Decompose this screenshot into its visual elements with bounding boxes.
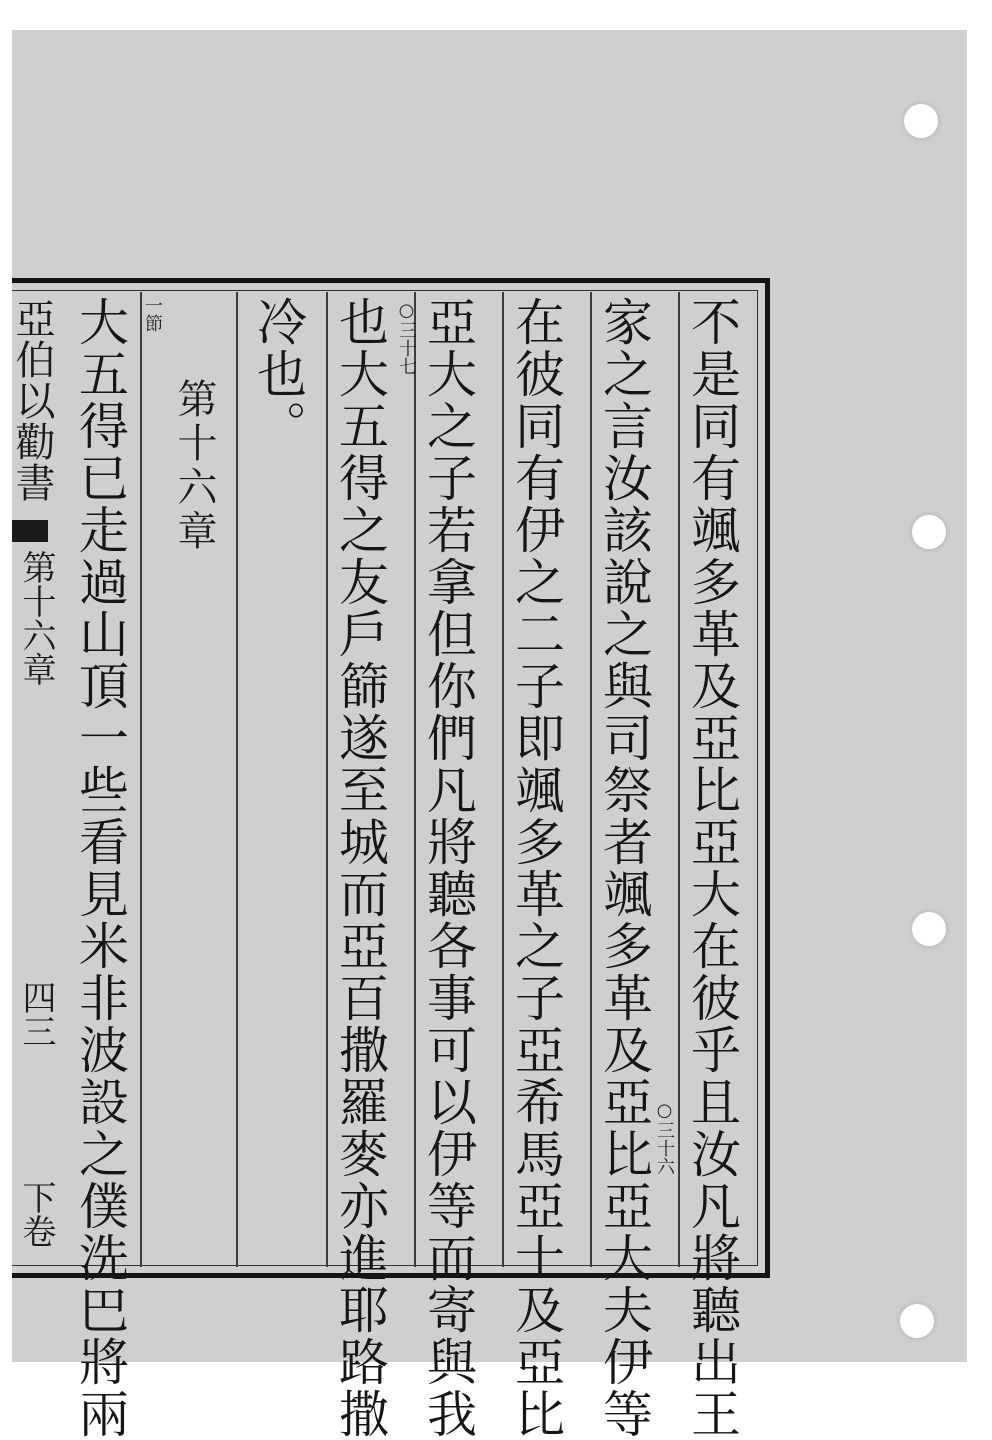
binding-hole (912, 515, 946, 549)
chapter-heading: 第十六章 (171, 378, 217, 554)
verse-mark-37: ○三十七 (396, 300, 417, 375)
column-rule (326, 292, 328, 1267)
binding-hole (904, 104, 938, 138)
column-rule (236, 292, 238, 1267)
text-column-3: 在彼同有伊之二子即颯多革之子亞希馬亞士及亞比 (507, 296, 565, 1440)
text-column-5: 也大五得之友戶篩遂至城而亞百撒羅麥亦進耶路撒 (331, 296, 389, 1440)
column-rule (590, 292, 592, 1267)
column-rule (502, 292, 504, 1267)
margin-book-title: 亞伯以勸書 (9, 298, 55, 503)
binding-hole (912, 912, 946, 946)
text-column-2: 家之言汝該說之與司祭者颯多革及亞比亞大夫伊等 (595, 296, 653, 1440)
column-rule (140, 292, 142, 1267)
chapter-first-column: 大五得已走過山頂一些看見米非波設之僕洗巴將兩 (71, 296, 129, 1440)
section-label: 一節 (142, 296, 163, 332)
margin-volume: 下卷 (16, 1180, 56, 1248)
text-column-6: 冷也。 (249, 296, 307, 452)
column-rule (678, 292, 680, 1267)
verse-mark-36: ○三十六 (654, 1100, 675, 1175)
margin-fishtail-mark (12, 520, 48, 542)
text-column-4: 亞大之子若拿但你們凡將聽各事可以伊等而寄與我 (419, 296, 477, 1440)
column-rule (414, 292, 416, 1267)
margin-chapter: 第十六章 (16, 550, 56, 686)
text-column-1: 不是同有颯多革及亞比亞大在彼乎且汝凡將聽出王 (683, 296, 741, 1440)
margin-page-number: 四三 (16, 980, 56, 1048)
binding-hole (900, 1304, 934, 1338)
